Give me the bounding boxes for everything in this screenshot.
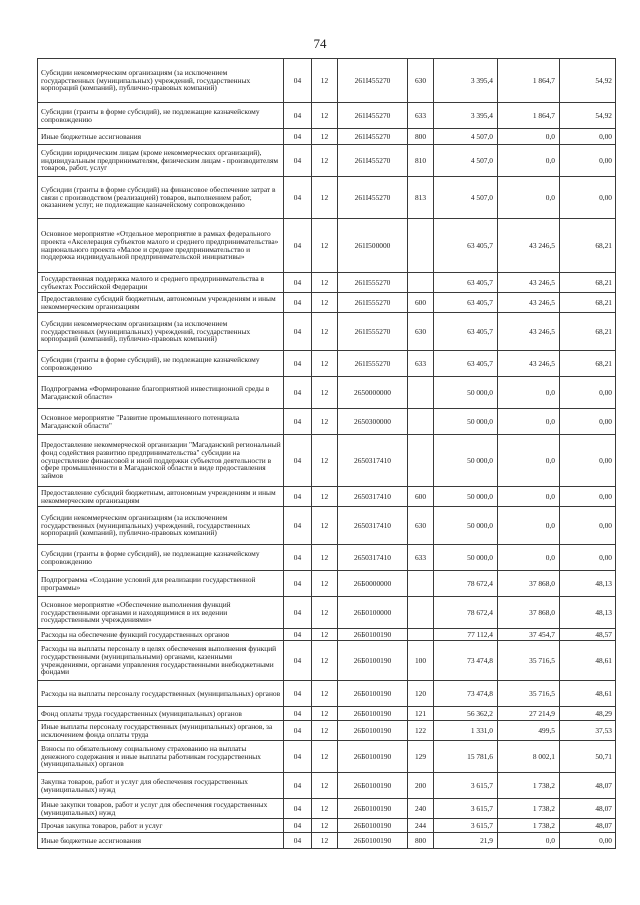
expense-type-code: 121 <box>408 707 434 721</box>
target-article-code: 26Б0100190 <box>338 741 408 773</box>
expense-type-code <box>408 377 434 409</box>
execution-percent: 0,00 <box>560 507 616 545</box>
target-article-code: 261I555270 <box>338 273 408 293</box>
expense-type-code: 122 <box>408 721 434 741</box>
row-name: Субсидии (гранты в форме субсидий) на финансовое обеспечение затрат в связи с производством (реализацией) товаров, выполнением работ, оказанием услуг, не подлежащие казначейскому сопровождению <box>38 177 284 219</box>
planned-amount: 78 672,4 <box>434 571 498 597</box>
target-article-code: 2650317410 <box>338 545 408 571</box>
target-article-code: 261I455270 <box>338 145 408 177</box>
expense-type-code <box>408 409 434 435</box>
executed-amount: 0,0 <box>498 487 560 507</box>
executed-amount: 43 246,5 <box>498 273 560 293</box>
executed-amount: 1 864,7 <box>498 59 560 103</box>
subsection-code: 12 <box>312 545 338 571</box>
section-code: 04 <box>284 507 312 545</box>
section-code: 04 <box>284 681 312 707</box>
row-name: Прочая закупка товаров, работ и услуг <box>38 819 284 833</box>
execution-percent: 0,00 <box>560 435 616 487</box>
target-article-code: 26Б0000000 <box>338 571 408 597</box>
executed-amount: 43 246,5 <box>498 313 560 351</box>
row-name: Субсидии некоммерческим организациям (за исключением государственных (муниципальных) учреждений, государственных корпораций (компаний), публично-правовых компаний) <box>38 59 284 103</box>
execution-percent: 48,57 <box>560 629 616 641</box>
subsection-code: 12 <box>312 177 338 219</box>
planned-amount: 78 672,4 <box>434 597 498 629</box>
planned-amount: 3 615,7 <box>434 773 498 799</box>
execution-percent: 54,92 <box>560 103 616 129</box>
subsection-code: 12 <box>312 351 338 377</box>
target-article-code: 26Б0100190 <box>338 833 408 849</box>
expense-type-code <box>408 273 434 293</box>
execution-percent: 0,00 <box>560 409 616 435</box>
table-row <box>38 773 616 799</box>
planned-amount: 63 405,7 <box>434 313 498 351</box>
table-row <box>38 377 616 409</box>
table-row <box>38 571 616 597</box>
section-code: 04 <box>284 799 312 819</box>
row-name: Взносы по обязательному социальному страхованию на выплаты денежного содержания и иные выплаты работникам государственных (муниципальных) органов <box>38 741 284 773</box>
page-number: 74 <box>313 36 327 51</box>
expense-type-code: 240 <box>408 799 434 819</box>
section-code: 04 <box>284 741 312 773</box>
section-code: 04 <box>284 293 312 313</box>
section-code: 04 <box>284 597 312 629</box>
table-row <box>38 819 616 833</box>
execution-percent: 0,00 <box>560 129 616 145</box>
table-row <box>38 313 616 351</box>
row-name: Субсидии (гранты в форме субсидий), не подлежащие казначейскому сопровождению <box>38 351 284 377</box>
subsection-code: 12 <box>312 641 338 681</box>
planned-amount: 73 474,8 <box>434 641 498 681</box>
row-name: Расходы на обеспечение функций государственных органов <box>38 629 284 641</box>
target-article-code: 26Б0100190 <box>338 773 408 799</box>
section-code: 04 <box>284 487 312 507</box>
section-code: 04 <box>284 833 312 849</box>
table-row <box>38 641 616 681</box>
executed-amount: 37 868,0 <box>498 597 560 629</box>
execution-percent: 37,53 <box>560 721 616 741</box>
section-code: 04 <box>284 819 312 833</box>
execution-percent: 0,00 <box>560 177 616 219</box>
row-name: Предоставление субсидий бюджетным, автономным учреждениям и иным некоммерческим организациям <box>38 293 284 313</box>
execution-percent: 68,21 <box>560 313 616 351</box>
planned-amount: 56 362,2 <box>434 707 498 721</box>
execution-percent: 48,13 <box>560 571 616 597</box>
executed-amount: 27 214,9 <box>498 707 560 721</box>
subsection-code: 12 <box>312 103 338 129</box>
planned-amount: 73 474,8 <box>434 681 498 707</box>
planned-amount: 63 405,7 <box>434 351 498 377</box>
subsection-code: 12 <box>312 571 338 597</box>
execution-percent: 0,00 <box>560 377 616 409</box>
target-article-code: 2650000000 <box>338 377 408 409</box>
table-row <box>38 293 616 313</box>
subsection-code: 12 <box>312 741 338 773</box>
subsection-code: 12 <box>312 833 338 849</box>
section-code: 04 <box>284 377 312 409</box>
execution-percent: 0,00 <box>560 145 616 177</box>
row-name: Субсидии (гранты в форме субсидий), не подлежащие казначейскому сопровождению <box>38 545 284 571</box>
subsection-code: 12 <box>312 145 338 177</box>
expense-type-code <box>408 571 434 597</box>
expense-type-code: 633 <box>408 545 434 571</box>
target-article-code: 26Б0100190 <box>338 819 408 833</box>
row-name: Иные бюджетные ассигнования <box>38 833 284 849</box>
planned-amount: 50 000,0 <box>434 409 498 435</box>
row-name: Государственная поддержка малого и среднего предпринимательства в субъектах Российской Федерации <box>38 273 284 293</box>
target-article-code: 26Б0100000 <box>338 597 408 629</box>
executed-amount: 0,0 <box>498 435 560 487</box>
executed-amount: 0,0 <box>498 507 560 545</box>
subsection-code: 12 <box>312 273 338 293</box>
executed-amount: 0,0 <box>498 177 560 219</box>
executed-amount: 35 716,5 <box>498 681 560 707</box>
target-article-code: 26Б0100190 <box>338 629 408 641</box>
execution-percent: 0,00 <box>560 487 616 507</box>
table-row <box>38 721 616 741</box>
target-article-code: 261I500000 <box>338 219 408 273</box>
planned-amount: 1 331,0 <box>434 721 498 741</box>
subsection-code: 12 <box>312 507 338 545</box>
section-code: 04 <box>284 103 312 129</box>
execution-percent: 48,07 <box>560 773 616 799</box>
executed-amount: 499,5 <box>498 721 560 741</box>
executed-amount: 37 868,0 <box>498 571 560 597</box>
planned-amount: 50 000,0 <box>434 377 498 409</box>
table-row <box>38 707 616 721</box>
section-code: 04 <box>284 177 312 219</box>
table-row <box>38 409 616 435</box>
target-article-code: 26Б0100190 <box>338 707 408 721</box>
row-name: Основное мероприятие "Развитие промышленного потенциала Магаданской области" <box>38 409 284 435</box>
subsection-code: 12 <box>312 773 338 799</box>
target-article-code: 2650317410 <box>338 435 408 487</box>
section-code: 04 <box>284 707 312 721</box>
table-row <box>38 833 616 849</box>
expense-type-code: 244 <box>408 819 434 833</box>
row-name: Расходы на выплаты персоналу в целях обеспечения выполнения функций государственными (муниципальными) органами, казенными учреждениями, органами управления государственными внебюджетными фондами <box>38 641 284 681</box>
executed-amount: 0,0 <box>498 145 560 177</box>
planned-amount: 4 507,0 <box>434 145 498 177</box>
subsection-code: 12 <box>312 59 338 103</box>
planned-amount: 63 405,7 <box>434 293 498 313</box>
target-article-code: 2650317410 <box>338 507 408 545</box>
row-name: Подпрограмма «Создание условий для реализации государственной программы» <box>38 571 284 597</box>
table-body <box>38 59 616 849</box>
budget-table <box>37 58 616 849</box>
row-name: Предоставление субсидий бюджетным, автономным учреждениям и иным некоммерческим организациям <box>38 487 284 507</box>
subsection-code: 12 <box>312 597 338 629</box>
expense-type-code <box>408 597 434 629</box>
section-code: 04 <box>284 351 312 377</box>
row-name: Закупка товаров, работ и услуг для обеспечения государственных (муниципальных) нужд <box>38 773 284 799</box>
executed-amount: 1 864,7 <box>498 103 560 129</box>
expense-type-code: 633 <box>408 103 434 129</box>
target-article-code: 261I455270 <box>338 177 408 219</box>
section-code: 04 <box>284 129 312 145</box>
expense-type-code: 800 <box>408 833 434 849</box>
table-row <box>38 487 616 507</box>
row-name: Иные выплаты персоналу государственных (муниципальных) органов, за исключением фонда оплаты труда <box>38 721 284 741</box>
planned-amount: 3 615,7 <box>434 819 498 833</box>
executed-amount: 0,0 <box>498 377 560 409</box>
planned-amount: 3 615,7 <box>434 799 498 819</box>
execution-percent: 68,21 <box>560 351 616 377</box>
row-name: Основное мероприятие «Отдельное мероприятие в рамках федерального проекта «Акселерация субъектов малого и среднего предпринимательства» национального проекта «Малое и среднее предпринимательство и поддержка индивидуальной предпринимательской инициативы» <box>38 219 284 273</box>
expense-type-code: 129 <box>408 741 434 773</box>
expense-type-code <box>408 629 434 641</box>
table-row <box>38 273 616 293</box>
row-name: Субсидии некоммерческим организациям (за исключением государственных (муниципальных) учреждений, государственных корпораций (компаний), публично-правовых компаний) <box>38 507 284 545</box>
subsection-code: 12 <box>312 409 338 435</box>
subsection-code: 12 <box>312 313 338 351</box>
target-article-code: 26Б0100190 <box>338 721 408 741</box>
execution-percent: 50,71 <box>560 741 616 773</box>
expense-type-code: 810 <box>408 145 434 177</box>
target-article-code: 261I555270 <box>338 313 408 351</box>
section-code: 04 <box>284 313 312 351</box>
executed-amount: 1 738,2 <box>498 819 560 833</box>
row-name: Субсидии (гранты в форме субсидий), не подлежащие казначейскому сопровождению <box>38 103 284 129</box>
planned-amount: 50 000,0 <box>434 507 498 545</box>
table-row <box>38 103 616 129</box>
planned-amount: 50 000,0 <box>434 435 498 487</box>
expense-type-code: 630 <box>408 313 434 351</box>
expense-type-code: 630 <box>408 507 434 545</box>
executed-amount: 43 246,5 <box>498 293 560 313</box>
table-row <box>38 351 616 377</box>
planned-amount: 15 781,6 <box>434 741 498 773</box>
executed-amount: 43 246,5 <box>498 219 560 273</box>
target-article-code: 2650300000 <box>338 409 408 435</box>
planned-amount: 63 405,7 <box>434 219 498 273</box>
executed-amount: 0,0 <box>498 545 560 571</box>
section-code: 04 <box>284 145 312 177</box>
row-name: Подпрограмма «Формирование благоприятной инвестиционной среды в Магаданской области» <box>38 377 284 409</box>
target-article-code: 261I555270 <box>338 293 408 313</box>
target-article-code: 261I455270 <box>338 103 408 129</box>
target-article-code: 26Б0100190 <box>338 641 408 681</box>
execution-percent: 48,07 <box>560 799 616 819</box>
row-name: Иные закупки товаров, работ и услуг для обеспечения государственных (муниципальных) нужд <box>38 799 284 819</box>
subsection-code: 12 <box>312 293 338 313</box>
planned-amount: 77 112,4 <box>434 629 498 641</box>
section-code: 04 <box>284 409 312 435</box>
planned-amount: 50 000,0 <box>434 545 498 571</box>
execution-percent: 68,21 <box>560 273 616 293</box>
execution-percent: 48,61 <box>560 681 616 707</box>
subsection-code: 12 <box>312 129 338 145</box>
section-code: 04 <box>284 219 312 273</box>
execution-percent: 68,21 <box>560 219 616 273</box>
execution-percent: 48,07 <box>560 819 616 833</box>
section-code: 04 <box>284 435 312 487</box>
table-row <box>38 681 616 707</box>
table-row <box>38 545 616 571</box>
table-row <box>38 177 616 219</box>
expense-type-code: 200 <box>408 773 434 799</box>
table-row <box>38 741 616 773</box>
table-row <box>38 629 616 641</box>
table-row <box>38 219 616 273</box>
target-article-code: 261I555270 <box>338 351 408 377</box>
executed-amount: 0,0 <box>498 129 560 145</box>
expense-type-code: 600 <box>408 293 434 313</box>
execution-percent: 0,00 <box>560 545 616 571</box>
execution-percent: 48,61 <box>560 641 616 681</box>
table-row <box>38 799 616 819</box>
execution-percent: 48,13 <box>560 597 616 629</box>
target-article-code: 261I455270 <box>338 129 408 145</box>
expense-type-code <box>408 435 434 487</box>
table-row <box>38 59 616 103</box>
subsection-code: 12 <box>312 487 338 507</box>
execution-percent: 54,92 <box>560 59 616 103</box>
executed-amount: 0,0 <box>498 833 560 849</box>
planned-amount: 63 405,7 <box>434 273 498 293</box>
target-article-code: 26Б0100190 <box>338 681 408 707</box>
executed-amount: 43 246,5 <box>498 351 560 377</box>
expense-type-code: 813 <box>408 177 434 219</box>
table-row <box>38 129 616 145</box>
expense-type-code <box>408 219 434 273</box>
subsection-code: 12 <box>312 219 338 273</box>
execution-percent: 68,21 <box>560 293 616 313</box>
table-row <box>38 597 616 629</box>
row-name: Субсидии юридическим лицам (кроме некоммерческих организаций), индивидуальным предпринимателям, физическим лицам - производителям товаров, работ, услуг <box>38 145 284 177</box>
section-code: 04 <box>284 773 312 799</box>
subsection-code: 12 <box>312 629 338 641</box>
subsection-code: 12 <box>312 819 338 833</box>
execution-percent: 48,29 <box>560 707 616 721</box>
section-code: 04 <box>284 273 312 293</box>
expense-type-code: 630 <box>408 59 434 103</box>
row-name: Фонд оплаты труда государственных (муниципальных) органов <box>38 707 284 721</box>
planned-amount: 3 395,4 <box>434 103 498 129</box>
execution-percent: 0,00 <box>560 833 616 849</box>
subsection-code: 12 <box>312 377 338 409</box>
section-code: 04 <box>284 545 312 571</box>
section-code: 04 <box>284 571 312 597</box>
table-row <box>38 435 616 487</box>
subsection-code: 12 <box>312 435 338 487</box>
planned-amount: 21,9 <box>434 833 498 849</box>
subsection-code: 12 <box>312 721 338 741</box>
executed-amount: 1 738,2 <box>498 773 560 799</box>
executed-amount: 1 738,2 <box>498 799 560 819</box>
target-article-code: 2650317410 <box>338 487 408 507</box>
expense-type-code: 633 <box>408 351 434 377</box>
section-code: 04 <box>284 721 312 741</box>
executed-amount: 37 454,7 <box>498 629 560 641</box>
subsection-code: 12 <box>312 681 338 707</box>
planned-amount: 3 395,4 <box>434 59 498 103</box>
expense-type-code: 600 <box>408 487 434 507</box>
table-row <box>38 507 616 545</box>
expense-type-code: 100 <box>408 641 434 681</box>
section-code: 04 <box>284 59 312 103</box>
expense-type-code: 120 <box>408 681 434 707</box>
table-row <box>38 145 616 177</box>
planned-amount: 4 507,0 <box>434 129 498 145</box>
executed-amount: 35 716,5 <box>498 641 560 681</box>
row-name: Предоставление некоммерческой организации "Магаданский региональный фонд содействия развитию предпринимательства" субсидии на осуществление финансовой и иной поддержки субъектов деятельности в сфере промышленности в Магаданской области в виде предоставления займов <box>38 435 284 487</box>
executed-amount: 0,0 <box>498 409 560 435</box>
row-name: Субсидии некоммерческим организациям (за исключением государственных (муниципальных) учреждений, государственных корпораций (компаний), публично-правовых компаний) <box>38 313 284 351</box>
subsection-code: 12 <box>312 707 338 721</box>
planned-amount: 4 507,0 <box>434 177 498 219</box>
section-code: 04 <box>284 629 312 641</box>
row-name: Основное мероприятие «Обеспечение выполнения функций государственными органами и находящимися в их ведении государственными учреждениями» <box>38 597 284 629</box>
row-name: Иные бюджетные ассигнования <box>38 129 284 145</box>
target-article-code: 26Б0100190 <box>338 799 408 819</box>
expense-type-code: 800 <box>408 129 434 145</box>
target-article-code: 261I455270 <box>338 59 408 103</box>
planned-amount: 50 000,0 <box>434 487 498 507</box>
subsection-code: 12 <box>312 799 338 819</box>
row-name: Расходы на выплаты персоналу государственных (муниципальных) органов <box>38 681 284 707</box>
executed-amount: 8 002,1 <box>498 741 560 773</box>
section-code: 04 <box>284 641 312 681</box>
